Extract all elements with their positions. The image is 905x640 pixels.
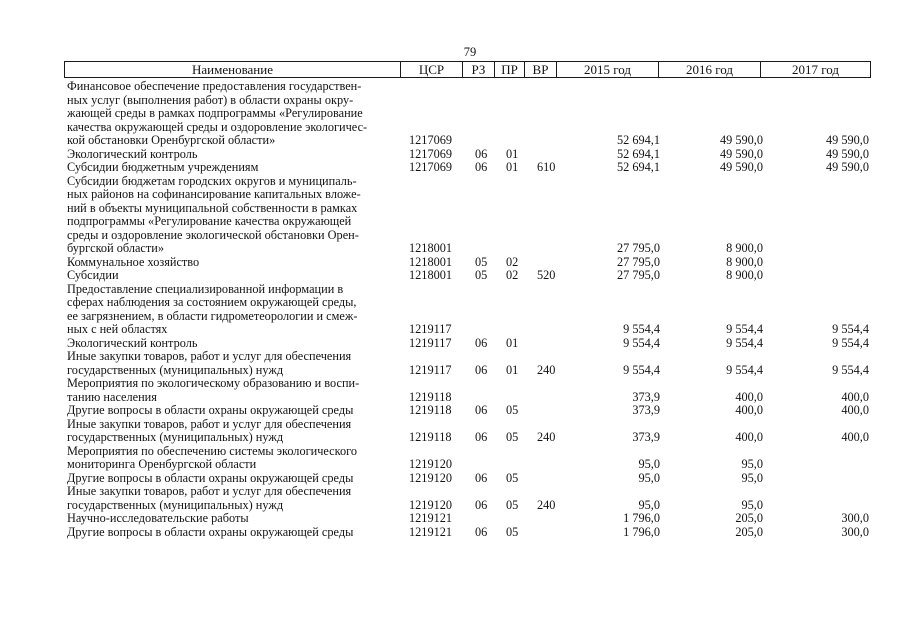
row-2017: 300,0 — [841, 511, 869, 525]
row-2015: 95,0 — [638, 497, 660, 512]
row-name: Коммунальное хозяйство — [67, 254, 200, 269]
row-2015: 52 694,1 — [616, 133, 660, 147]
row-2016: 49 590,0 — [719, 160, 763, 174]
row-csr: 1219120 — [409, 457, 453, 471]
table-row — [0, 526, 905, 540]
row-2015: 373,9 — [632, 389, 660, 404]
row-csr: 1218001 — [409, 254, 453, 269]
table-row — [0, 161, 905, 175]
row-csr: 1219120 — [409, 470, 453, 485]
row-pr: 05 — [506, 470, 519, 485]
row-2016: 400,0 — [735, 389, 763, 404]
row-name: Экологический контроль — [67, 146, 198, 161]
row-2015: 27 795,0 — [616, 241, 660, 255]
header-csr: ЦСР — [401, 62, 463, 78]
row-pr: 05 — [506, 497, 519, 512]
row-pr: 01 — [506, 146, 519, 161]
row-2017: 9 554,4 — [832, 362, 869, 377]
row-pr: 05 — [506, 524, 519, 539]
row-rz: 06 — [475, 160, 488, 174]
table-row — [0, 445, 905, 472]
row-rz: 06 — [475, 362, 488, 377]
row-2017: 300,0 — [841, 524, 869, 539]
row-rz: 05 — [475, 268, 488, 282]
table-row — [0, 256, 905, 270]
row-pr: 05 — [506, 430, 519, 444]
row-2016: 49 590,0 — [719, 146, 763, 161]
row-rz: 06 — [475, 430, 488, 444]
row-2015: 95,0 — [638, 470, 660, 485]
table-row — [0, 80, 905, 148]
row-csr: 1218001 — [409, 241, 453, 255]
row-2016: 95,0 — [741, 457, 763, 471]
row-name: Финансовое обеспечение предоставления государствен- ных услуг (выполнения работ) в области охраны окру- жающей среды в рамках подпрограммы «Регулирование качества окружающей среды и оздоровление экологичес- кой обстановки Оренбургской области» — [67, 79, 368, 147]
row-2015: 27 795,0 — [616, 254, 660, 269]
row-pr: 02 — [506, 254, 519, 269]
row-2016: 9 554,4 — [726, 335, 763, 350]
row-rz: 06 — [475, 146, 488, 161]
row-name: Иные закупки товаров, работ и услуг для обеспечения государственных (муниципальных) нужд — [67, 416, 352, 444]
row-name: Другие вопросы в области охраны окружающей среды — [67, 470, 354, 485]
row-pr: 01 — [506, 335, 519, 350]
row-name: Субсидии бюджетам городских округов и муниципаль- ных районов на софинансирование капитальных вложе- ний в объекты муниципальной собственности в рамках подпрограммы «Регулирование качества окружающей среды и оздоровление экологической обстановки Орен- бургской области» — [67, 173, 361, 255]
row-name: Иные закупки товаров, работ и услуг для обеспечения государственных (муниципальных) нужд — [67, 349, 352, 377]
row-name: Другие вопросы в области охраны окружающей среды — [67, 403, 354, 417]
row-rz: 06 — [475, 335, 488, 350]
table-row — [0, 404, 905, 418]
row-vr: 520 — [537, 268, 556, 282]
row-2016: 95,0 — [741, 470, 763, 485]
row-csr: 1219121 — [409, 511, 453, 525]
row-2016: 49 590,0 — [719, 133, 763, 147]
header-pr: ПР — [495, 62, 525, 78]
header-vr: ВР — [525, 62, 557, 78]
row-2015: 9 554,4 — [623, 335, 660, 350]
row-pr: 01 — [506, 362, 519, 377]
table-header — [64, 61, 871, 78]
table-body — [0, 80, 905, 539]
row-rz: 06 — [475, 403, 488, 417]
row-2015: 1 796,0 — [623, 524, 660, 539]
table-row — [0, 350, 905, 377]
row-2016: 205,0 — [735, 511, 763, 525]
row-2015: 27 795,0 — [616, 268, 660, 282]
row-csr: 1219120 — [409, 497, 453, 512]
row-2017: 9 554,4 — [832, 322, 869, 336]
row-name: Субсидии бюджетным учреждениям — [67, 160, 259, 174]
row-vr: 240 — [537, 497, 556, 512]
row-rz: 06 — [475, 497, 488, 512]
row-2015: 373,9 — [632, 403, 660, 417]
row-2017: 9 554,4 — [832, 335, 869, 350]
row-vr: 240 — [537, 430, 556, 444]
row-name: Экологический контроль — [67, 335, 198, 350]
row-csr: 1219117 — [409, 322, 452, 336]
table-row — [0, 485, 905, 512]
header-2016: 2016 год — [659, 62, 761, 78]
row-name: Научно-исследовательские работы — [67, 511, 249, 525]
row-csr: 1217069 — [409, 160, 453, 174]
row-2017: 400,0 — [841, 403, 869, 417]
table-row — [0, 472, 905, 486]
row-csr: 1217069 — [409, 133, 453, 147]
row-pr: 05 — [506, 403, 519, 417]
row-name: Мероприятия по обеспечению системы экологического мониторинга Оренбургской области — [67, 443, 358, 471]
table-row — [0, 269, 905, 283]
row-2017: 49 590,0 — [825, 133, 869, 147]
row-vr: 240 — [537, 362, 556, 377]
row-rz: 06 — [475, 470, 488, 485]
row-csr: 1219118 — [409, 430, 452, 444]
row-name: Иные закупки товаров, работ и услуг для обеспечения государственных (муниципальных) нужд — [67, 484, 352, 512]
table-row — [0, 175, 905, 256]
row-2016: 8 900,0 — [726, 268, 763, 282]
row-2015: 52 694,1 — [616, 160, 660, 174]
row-2015: 52 694,1 — [616, 146, 660, 161]
table-row — [0, 148, 905, 162]
row-2015: 9 554,4 — [623, 322, 660, 336]
row-name: Предоставление специализированной информации в сферах наблюдения за состоянием окружающей среды, ее загрязнением, в области гидрометеорологии и смеж- ных с ней областях — [67, 281, 358, 336]
row-2016: 9 554,4 — [726, 322, 763, 336]
row-2015: 95,0 — [638, 457, 660, 471]
row-csr: 1219121 — [409, 524, 453, 539]
row-2017: 400,0 — [841, 430, 869, 444]
header-2015: 2015 год — [557, 62, 659, 78]
row-csr: 1217069 — [409, 146, 453, 161]
table-row — [0, 377, 905, 404]
row-name: Другие вопросы в области охраны окружающей среды — [67, 524, 354, 539]
row-2016: 205,0 — [735, 524, 763, 539]
row-name: Субсидии — [67, 268, 119, 282]
header-2017: 2017 год — [761, 62, 871, 78]
page-number: 79 — [463, 45, 477, 59]
header-rz: РЗ — [463, 62, 495, 78]
row-csr: 1219118 — [409, 389, 452, 404]
row-name: Мероприятия по экологическому образованию и воспи- танию населения — [67, 376, 360, 404]
table-row — [0, 283, 905, 337]
row-2017: 49 590,0 — [825, 160, 869, 174]
row-2016: 9 554,4 — [726, 362, 763, 377]
row-2016: 400,0 — [735, 403, 763, 417]
row-2016: 8 900,0 — [726, 254, 763, 269]
row-csr: 1219117 — [409, 362, 452, 377]
row-csr: 1219118 — [409, 403, 452, 417]
row-csr: 1218001 — [409, 268, 453, 282]
row-2015: 9 554,4 — [623, 362, 660, 377]
row-2016: 8 900,0 — [726, 241, 763, 255]
row-rz: 06 — [475, 524, 488, 539]
table-row — [0, 418, 905, 445]
row-2016: 400,0 — [735, 430, 763, 444]
row-rz: 05 — [475, 254, 488, 269]
row-csr: 1219117 — [409, 335, 452, 350]
table-row — [0, 337, 905, 351]
row-pr: 02 — [506, 268, 519, 282]
table-row — [0, 512, 905, 526]
row-pr: 01 — [506, 160, 519, 174]
row-2016: 95,0 — [741, 497, 763, 512]
header-name: Наименование — [65, 62, 401, 78]
row-2015: 1 796,0 — [623, 511, 660, 525]
row-2017: 49 590,0 — [825, 146, 869, 161]
row-2015: 373,9 — [632, 430, 660, 444]
row-vr: 610 — [537, 160, 556, 174]
row-2017: 400,0 — [841, 389, 869, 404]
